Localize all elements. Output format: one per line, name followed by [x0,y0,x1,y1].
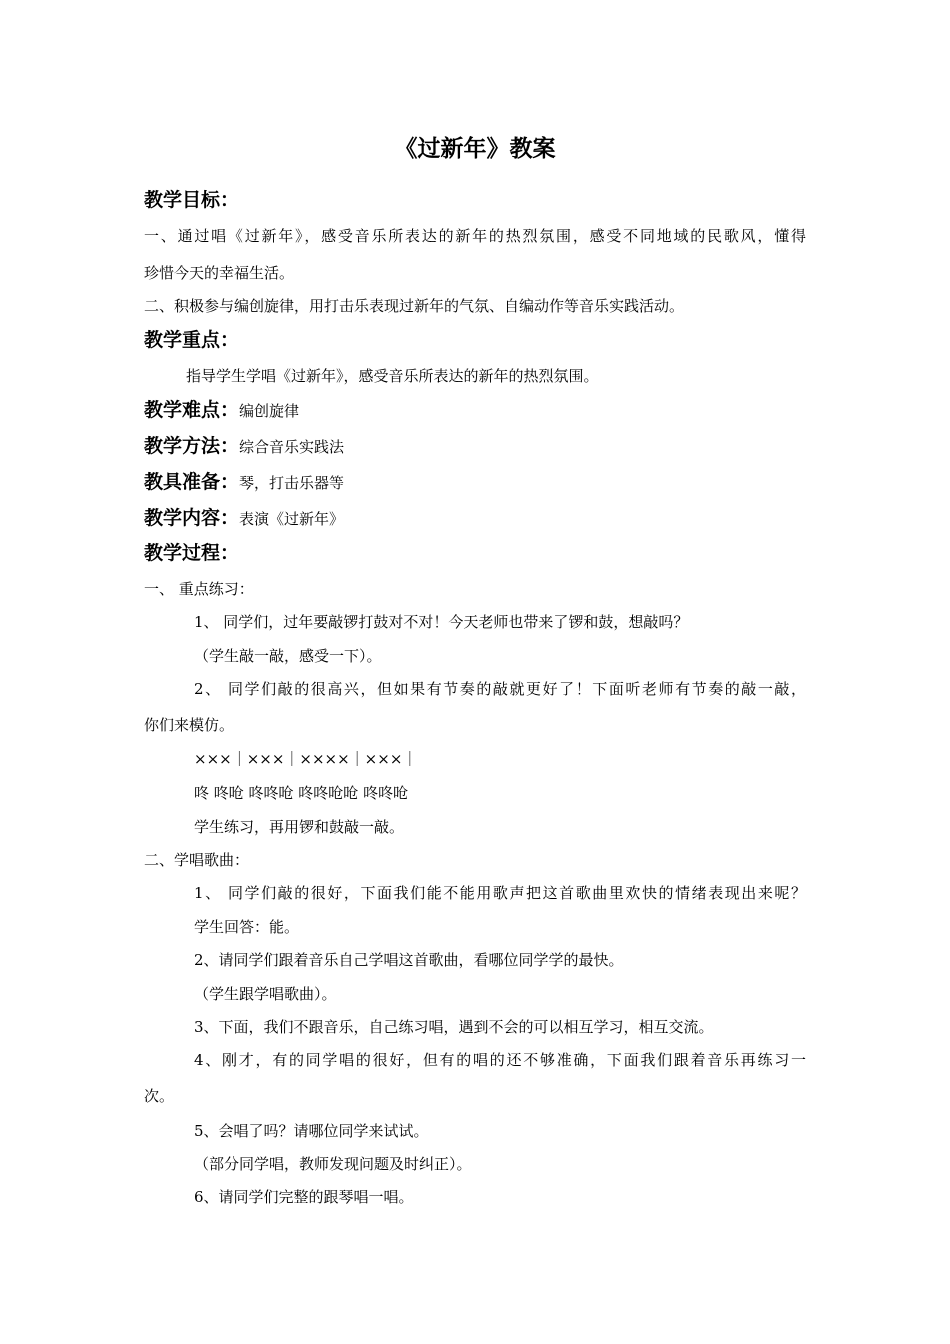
section-2-step-5-note: （部分同学唱，教师发现问题及时纠正）。 [194,1155,472,1173]
section-2-step-3: 3、下面，我们不跟音乐，自己练习唱，遇到不会的可以相互学习，相互交流。 [194,1018,714,1036]
section-2-step-1-answer: 学生回答：能。 [194,918,300,936]
difficulty-row [144,397,299,424]
section-2-step-4-line-2: 次。 [144,1087,175,1105]
section-1-step-2-line-2: 你们来模仿。 [144,716,235,734]
section-2-step-6: 6、请同学们完整的跟琴唱一唱。 [194,1188,414,1206]
method-value: 综合音乐实践法 [239,438,345,456]
tools-row [144,469,344,496]
section-2-step-2-note: （学生跟学唱歌曲）。 [194,985,337,1003]
method-heading: 教学方法： [144,435,240,457]
section-1-step-1-note: （学生敲一敲，感受一下）。 [194,647,382,665]
section-1-title: 一、 重点练习： [144,580,254,598]
section-2-title: 二、学唱歌曲： [144,851,250,869]
section-2-step-2: 2、请同学们跟着音乐自己学唱这首歌曲，看哪位同学学的最快。 [194,951,624,969]
process-heading: 教学过程： [144,542,240,564]
section-1-practice: 学生练习，再用锣和鼓敲一敲。 [194,818,405,836]
objective-1-line-1: 一、通过唱《过新年》，感受音乐所表达的新年的热烈氛围，感受不同地域的民歌风，懂得 [144,227,806,245]
difficulty-value: 编创旋律 [239,402,300,420]
document-title: 《过新年》教案 [394,136,556,162]
content-value: 表演《过新年》 [239,510,345,528]
section-2-step-5: 5、会唱了吗？请哪位同学来试试。 [194,1122,429,1140]
method-row [144,433,344,460]
section-2-step-4-line-1: 4、刚才，有的同学唱的很好，但有的唱的还不够准确，下面我们跟着音乐再练习一 [194,1051,806,1069]
tools-value: 琴，打击乐器等 [239,474,345,492]
key-points-text: 指导学生学唱《过新年》，感受音乐所表达的新年的热烈氛围。 [186,367,599,385]
difficulty-heading: 教学难点： [144,399,240,421]
key-points-heading: 教学重点： [144,329,240,351]
section-1-step-1: 1、 同学们，过年要敲锣打鼓对不对！今天老师也带来了锣和鼓，想敲吗？ [194,613,689,631]
tools-heading: 教具准备： [144,471,240,493]
objective-2: 二、积极参与编创旋律，用打击乐表现过新年的气氛、自编动作等音乐实践活动。 [144,297,685,315]
objective-1-line-2: 珍惜今天的幸福生活。 [144,264,295,282]
rhythm-syllables: 咚 咚呛 咚咚呛 咚咚呛呛 咚咚呛 [194,784,409,802]
content-row [144,505,344,532]
section-2-step-1: 1、 同学们敲的很好，下面我们能不能用歌声把这首歌曲里欢快的情绪表现出来呢？ [194,884,806,902]
section-1-step-2-line-1: 2、 同学们敲的很高兴，但如果有节奏的敲就更好了！下面听老师有节奏的敲一敲， [194,680,806,698]
objectives-heading: 教学目标： [144,189,240,211]
content-heading: 教学内容： [144,507,240,529]
rhythm-pattern: ×××｜×××｜××××｜×××｜ [194,750,418,768]
